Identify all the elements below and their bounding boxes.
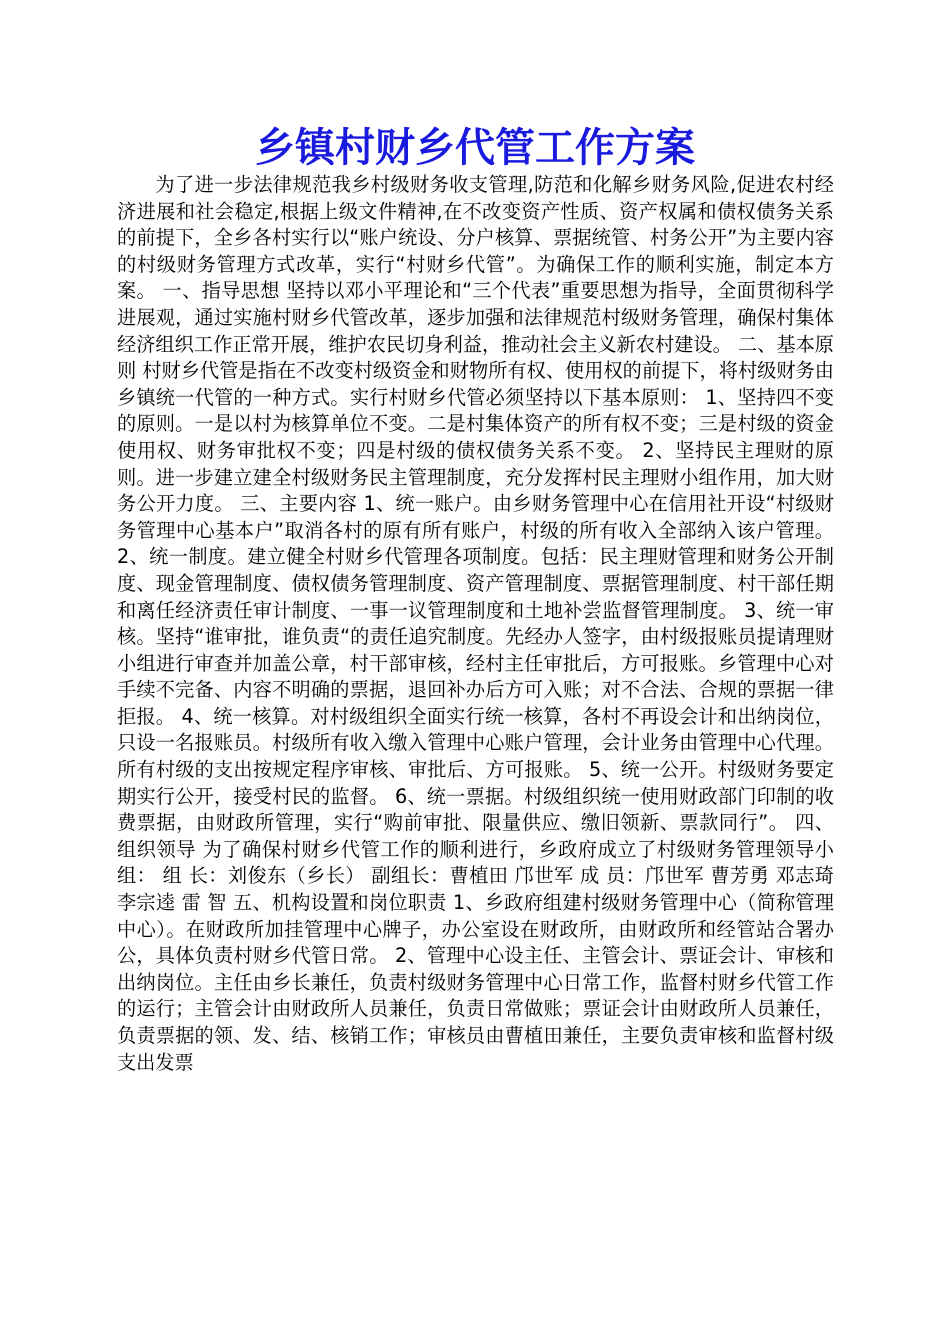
document-title: 乡镇村财乡代管工作方案 <box>255 125 695 171</box>
document-body: 为了进一步法律规范我乡村级财务收支管理,防范和化解乡财务风险,促进农村经济进展和社会稳定,根据上级文件精神,在不改变资产性质、资产权属和债权债务关系的前提下，全乡各村实行以“账户统设、分户核算、票据统管、村务公开”为主要内容的村级财务管理方式改革，实行“村财乡代管”。为确保工作的顺利实施，制定本方案。 一、指导思想 坚持以邓小平理论和“三个代表”重要思想为指导，全面贯彻科学进展观，通过实施村财乡代管改革，逐步加强和法律规范村级财务管理，确保村集体经济组织工作正常开展，维护农民切身利益，推动社会主义新农村建设。 二、基本原则 村财乡代管是指在不改变村级资金和财物所有权、使用权的前提下，将村级财务由乡镇统一代管的一种方式。实行村财乡代管必须坚持以下基本原则： 1、坚持四不变的原则。一是以村为核算单位不变。二是村集体资产的所有权不变；三是村级的资金使用权、财务审批权不变；四是村级的债权债务关系不变。 2、坚持民主理财的原则。进一步建立建全村级财务民主管理制度，充分发挥村民主理财小组作用，加大财务公开力度。 三、主要内容 1、统一账户。由乡财务管理中心在信用社开设“村级财务管理中心基本户”取消各村的原有所有账户，村级的所有收入全部纳入该户管理。 2、统一制度。建立健全村财乡代管理各项制度。包括：民主理财管理和财务公开制度、现金管理制度、债权债务管理制度、资产管理制度、票据管理制度、村干部任期和离任经济责任审计制度、一事一议管理制度和土地补尝监督管理制度。 3、统一审核。坚持“谁审批，谁负责“的责任追究制度。先经办人签字，由村级报账员提请理财小组进行审查并加盖公章，村干部审核，经村主任审批后，方可报账。乡管理中心对手续不完备、内容不明确的票据，退回补办后方可入账；对不合法、合规的票据一律拒报。 4、统一核算。对村级组织全面实行统一核算，各村不再设会计和出纳岗位，只设一名报账员。村级所有收入缴入管理中心账户管理，会计业务由管理中心代理。所有村级的支出按规定程序审核、审批后、方可报账。 5、统一公开。村级财务要定期实行公开，接受村民的监督。 6、统一票据。村级组织统一使用财政部门印制的收费票据，由财政所管理，实行“购前审批、限量供应、缴旧领新、票款同行”。 四、 组织领导 为了确保村财乡代管工作的顺利进行，乡政府成立了村级财务管理领导小组： 组 长：刘俊东（乡长） 副组长：曹植田 邝世军 成 员：邝世军 曹芳勇 邓志琦 李宗逵 雷 智 五、机构设置和岗位职责 1、乡政府组建村级财务管理中心（简称管理中心）。在财政所加挂管理中心牌子，办公室设在财政所，由财政所和经管站合署办公，具体负责村财乡代管日常。 2、管理中心设主任、主管会计、票证会计、审核和出纳岗位。主任由乡长兼任，负责村级财务管理中心日常工作，监督村财乡代管工作的运行；主管会计由财政所人员兼任，负责日常做账；票证会计由财政所人员兼任，负责票据的领、发、结、核销工作；审核员由曹植田兼任，主要负责审核和监督村级支出发票 <box>117 173 834 1074</box>
